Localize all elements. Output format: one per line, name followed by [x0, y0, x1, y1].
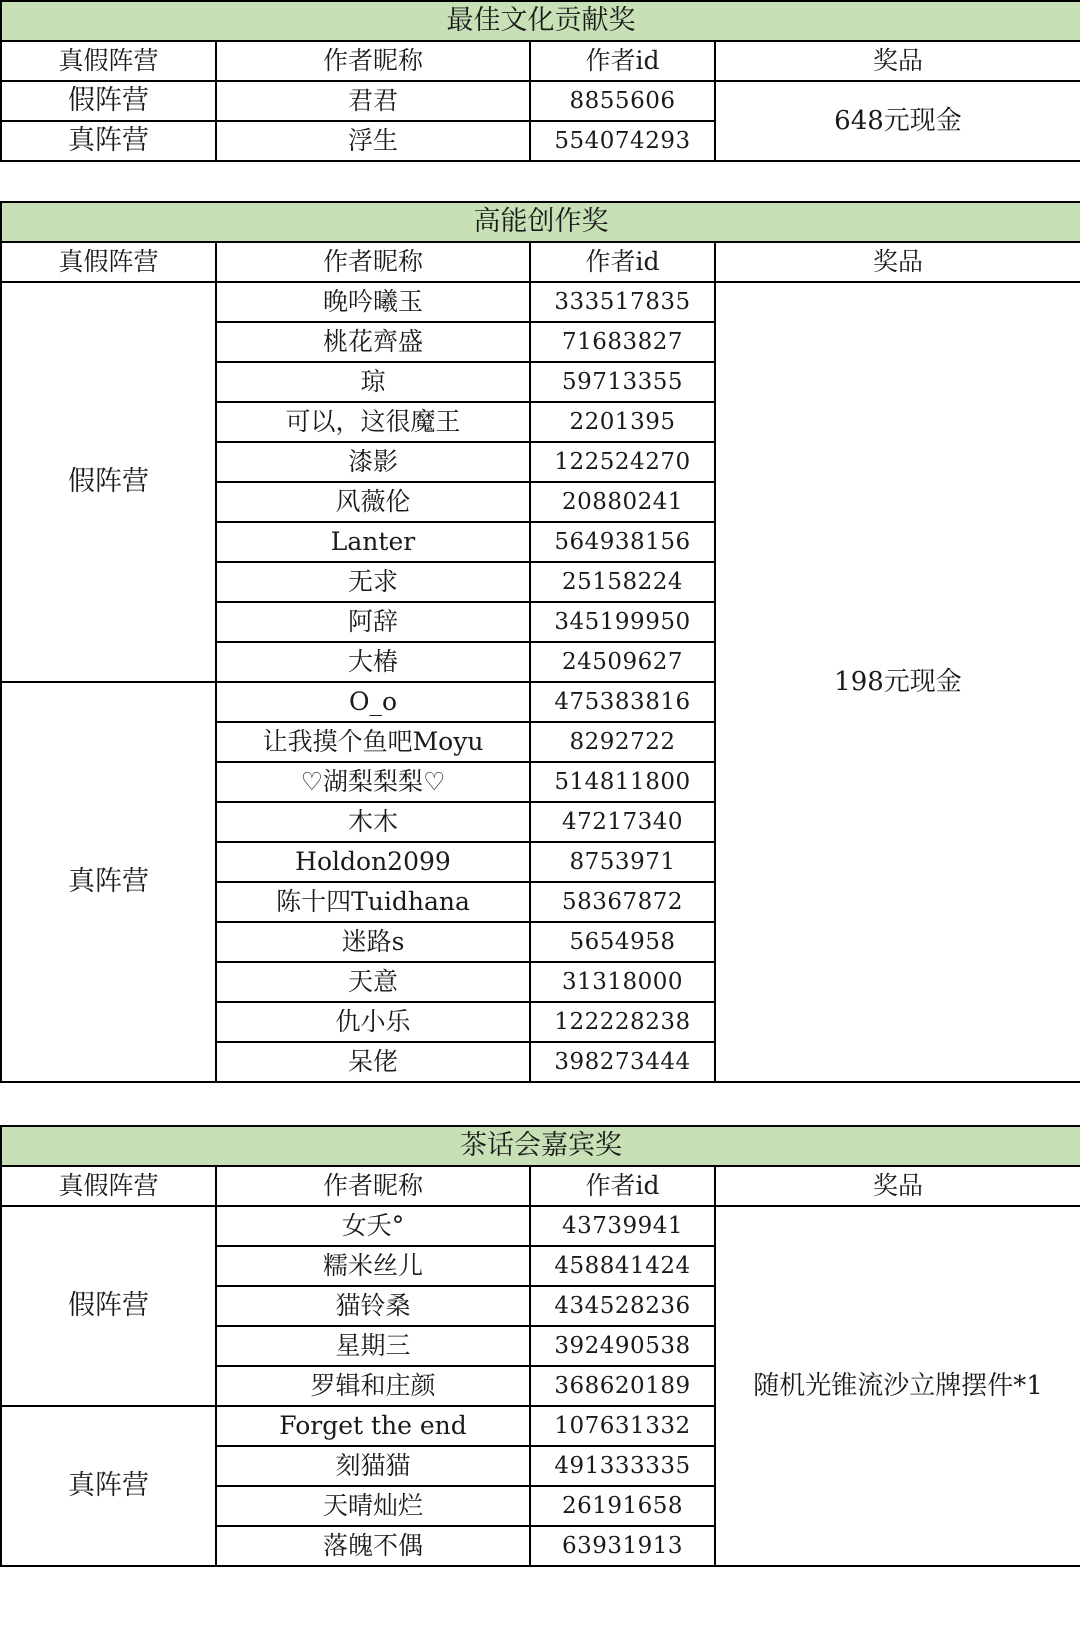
author-id-cell: 392490538	[530, 1326, 715, 1366]
nickname-cell: 君君	[216, 81, 530, 121]
author-id-cell: 26191658	[530, 1486, 715, 1526]
nickname-cell: 天意	[216, 962, 530, 1002]
author-id-cell: 564938156	[530, 522, 715, 562]
nickname-cell: 阿辞	[216, 602, 530, 642]
section-title-row	[1, 1, 1080, 41]
author-id-cell: 398273444	[530, 1042, 715, 1082]
camp-cell: 真阵营	[1, 682, 216, 1082]
author-id-cell: 63931913	[530, 1526, 715, 1566]
nickname-cell: 漆影	[216, 442, 530, 482]
author-id-cell: 122228238	[530, 1002, 715, 1042]
header-id: 作者id	[530, 1166, 715, 1206]
nickname-cell: 天晴灿烂	[216, 1486, 530, 1526]
nickname-cell: 可以，这很魔王	[216, 402, 530, 442]
author-id-cell: 58367872	[530, 882, 715, 922]
nickname-cell: Lanter	[216, 522, 530, 562]
author-id-cell: 368620189	[530, 1366, 715, 1406]
nickname-cell: 糯米丝儿	[216, 1246, 530, 1286]
author-id-cell: 2201395	[530, 402, 715, 442]
nickname-cell: 木木	[216, 802, 530, 842]
author-id-cell: 25158224	[530, 562, 715, 602]
prize-cell: 随机光锥流沙立牌摆件*1	[715, 1206, 1080, 1566]
table-row	[1, 282, 1080, 322]
author-id-cell: 59713355	[530, 362, 715, 402]
nickname-cell: 仇小乐	[216, 1002, 530, 1042]
section-title-row	[1, 1126, 1080, 1166]
header-camp: 真假阵营	[1, 242, 216, 282]
nickname-cell: O_o	[216, 682, 530, 722]
header-row	[1, 1166, 1080, 1206]
prize-cell: 648元现金	[715, 81, 1080, 161]
nickname-cell: 女夭°	[216, 1206, 530, 1246]
header-prize: 奖品	[715, 1166, 1080, 1206]
nickname-cell: 让我摸个鱼吧Moyu	[216, 722, 530, 762]
award-section-table	[0, 0, 1080, 162]
nickname-cell: 晚吟曦玉	[216, 282, 530, 322]
header-nickname: 作者昵称	[216, 1166, 530, 1206]
nickname-cell: 无求	[216, 562, 530, 602]
award-section-table	[0, 201, 1080, 1083]
section-title-row	[1, 202, 1080, 242]
award-section-table	[0, 1125, 1080, 1567]
author-id-cell: 8292722	[530, 722, 715, 762]
nickname-cell: Forget the end	[216, 1406, 530, 1446]
author-id-cell: 71683827	[530, 322, 715, 362]
nickname-cell: 罗辑和庄颜	[216, 1366, 530, 1406]
header-id: 作者id	[530, 242, 715, 282]
camp-cell: 假阵营	[1, 282, 216, 682]
section-title: 茶话会嘉宾奖	[1, 1126, 1080, 1166]
table-row	[1, 1206, 1080, 1246]
author-id-cell: 31318000	[530, 962, 715, 1002]
nickname-cell: 刻猫猫	[216, 1446, 530, 1486]
header-row	[1, 41, 1080, 81]
camp-cell: 真阵营	[1, 121, 216, 161]
author-id-cell: 20880241	[530, 482, 715, 522]
header-nickname: 作者昵称	[216, 242, 530, 282]
section-title: 高能创作奖	[1, 202, 1080, 242]
nickname-cell: 大椿	[216, 642, 530, 682]
section-title: 最佳文化贡献奖	[1, 1, 1080, 41]
nickname-cell: ♡湖梨梨梨♡	[216, 762, 530, 802]
header-row	[1, 242, 1080, 282]
author-id-cell: 8753971	[530, 842, 715, 882]
nickname-cell: 陈十四Tuidhana	[216, 882, 530, 922]
header-prize: 奖品	[715, 242, 1080, 282]
nickname-cell: 星期三	[216, 1326, 530, 1366]
camp-cell: 假阵营	[1, 1206, 216, 1406]
author-id-cell: 458841424	[530, 1246, 715, 1286]
camp-cell: 真阵营	[1, 1406, 216, 1566]
table-row	[1, 81, 1080, 121]
nickname-cell: 浮生	[216, 121, 530, 161]
nickname-cell: 桃花齊盛	[216, 322, 530, 362]
header-id: 作者id	[530, 41, 715, 81]
nickname-cell: 呆佬	[216, 1042, 530, 1082]
camp-cell: 假阵营	[1, 81, 216, 121]
prize-cell: 198元现金	[715, 282, 1080, 1082]
author-id-cell: 24509627	[530, 642, 715, 682]
author-id-cell: 107631332	[530, 1406, 715, 1446]
nickname-cell: 迷路s	[216, 922, 530, 962]
header-prize: 奖品	[715, 41, 1080, 81]
author-id-cell: 491333335	[530, 1446, 715, 1486]
author-id-cell: 514811800	[530, 762, 715, 802]
author-id-cell: 333517835	[530, 282, 715, 322]
author-id-cell: 47217340	[530, 802, 715, 842]
author-id-cell: 43739941	[530, 1206, 715, 1246]
header-camp: 真假阵营	[1, 1166, 216, 1206]
author-id-cell: 434528236	[530, 1286, 715, 1326]
nickname-cell: 落魄不偶	[216, 1526, 530, 1566]
author-id-cell: 5654958	[530, 922, 715, 962]
author-id-cell: 554074293	[530, 121, 715, 161]
header-nickname: 作者昵称	[216, 41, 530, 81]
nickname-cell: 风薇伦	[216, 482, 530, 522]
nickname-cell: 猫铃桑	[216, 1286, 530, 1326]
nickname-cell: Holdon2099	[216, 842, 530, 882]
author-id-cell: 345199950	[530, 602, 715, 642]
author-id-cell: 475383816	[530, 682, 715, 722]
author-id-cell: 122524270	[530, 442, 715, 482]
author-id-cell: 8855606	[530, 81, 715, 121]
nickname-cell: 琼	[216, 362, 530, 402]
header-camp: 真假阵营	[1, 41, 216, 81]
